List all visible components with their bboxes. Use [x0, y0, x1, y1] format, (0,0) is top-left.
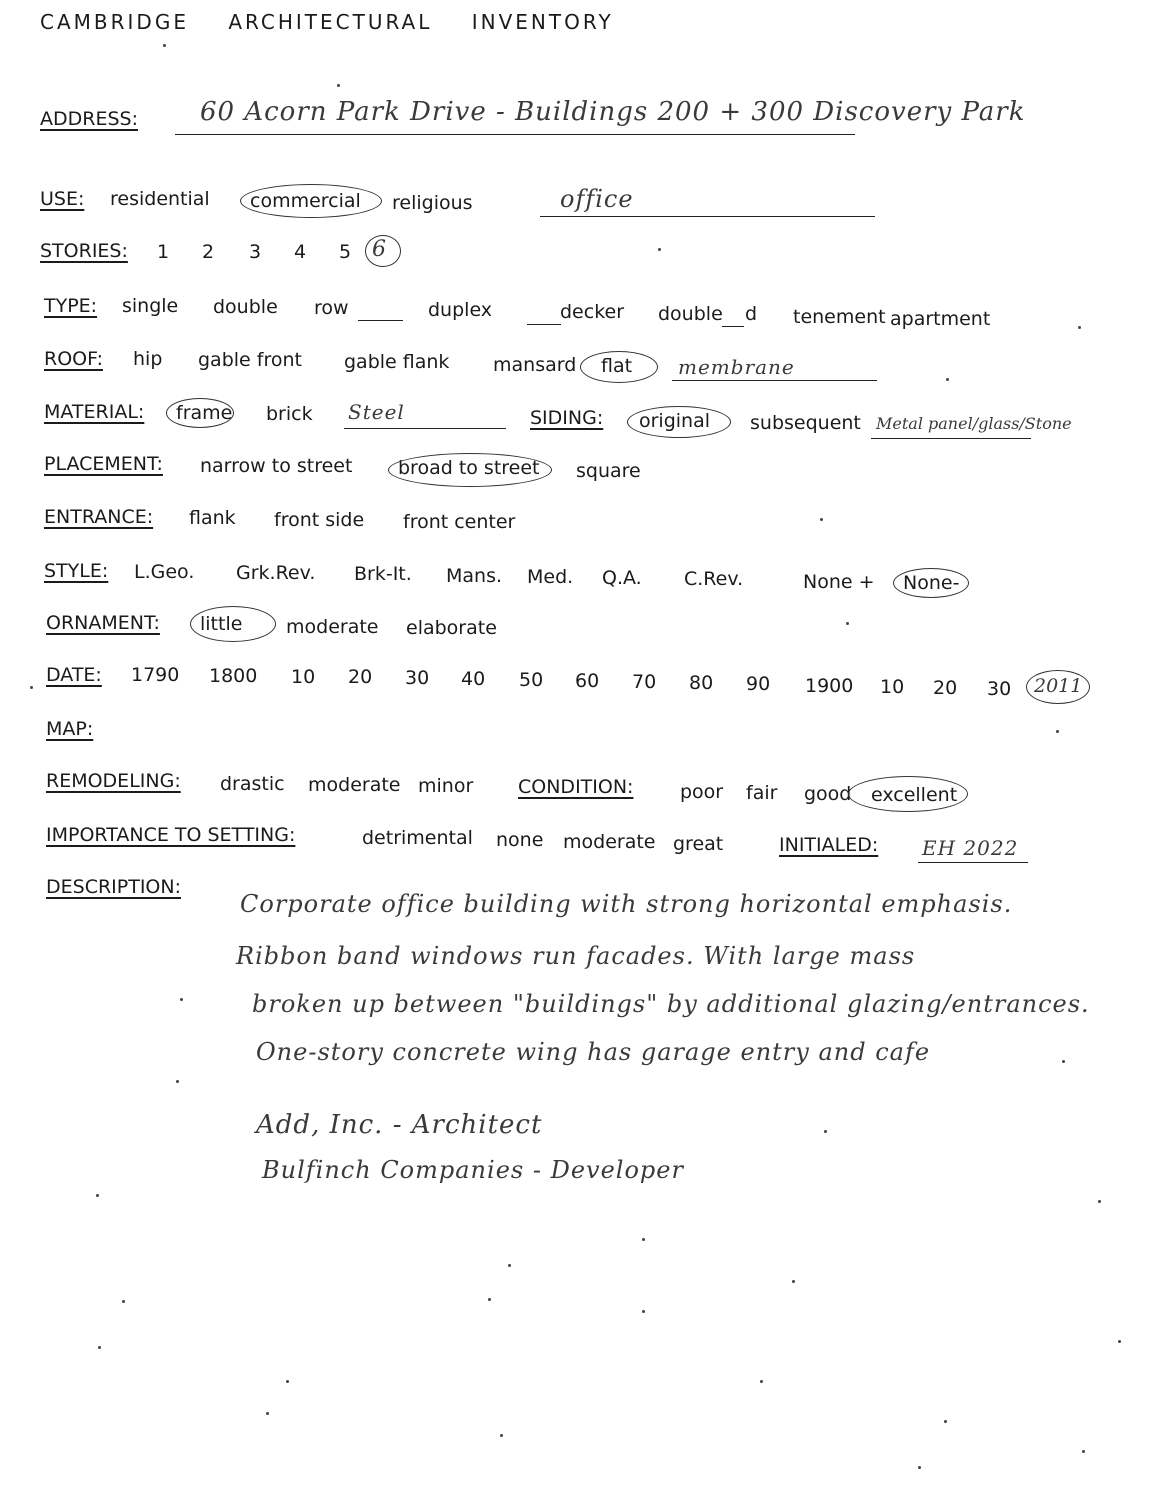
address-value: 60 Acorn Park Drive - Buildings 200 + 300 Discovery Park	[200, 97, 1026, 127]
style-option-med: Med.	[527, 566, 574, 588]
siding-option-original: original	[639, 410, 711, 432]
title-part-1: CAMBRIDGE	[40, 10, 189, 34]
ornament-option-moderate: moderate	[286, 616, 379, 638]
scan-speck	[820, 518, 823, 521]
type-option-d: d	[745, 303, 758, 325]
scan-speck	[1118, 1340, 1121, 1343]
style-option-none-plus: None +	[803, 571, 875, 593]
stories-option-3: 3	[249, 241, 262, 263]
date-option-50: 50	[519, 669, 544, 691]
scan-speck	[846, 622, 849, 625]
scan-speck	[944, 1420, 947, 1423]
date-option-1790: 1790	[131, 664, 180, 686]
initialed-value: EH 2022	[922, 836, 1019, 860]
condition-label: CONDITION:	[518, 776, 634, 798]
importance-option-moderate: moderate	[563, 831, 656, 853]
initialed-underline	[918, 862, 1028, 863]
initialed-label: INITIALED:	[779, 834, 879, 856]
date-option-30: 30	[405, 667, 430, 689]
scan-speck	[824, 1130, 827, 1133]
date-option-1920: 20	[933, 677, 958, 699]
scan-speck	[1056, 730, 1059, 733]
roof-writein-underline	[672, 380, 877, 381]
scan-speck	[946, 378, 949, 381]
style-option-lgeo: L.Geo.	[134, 561, 195, 583]
description-line-2: Ribbon band windows run facades. With large mass	[236, 942, 916, 970]
date-option-1900: 1900	[805, 675, 854, 697]
material-label: MATERIAL:	[44, 401, 145, 423]
stories-selected-circle	[365, 235, 401, 267]
remodeling-option-drastic: drastic	[220, 773, 285, 795]
type-option-decker: decker	[560, 301, 625, 323]
type-option-single: single	[122, 295, 179, 317]
style-option-qa: Q.A.	[602, 567, 642, 589]
date-option-10: 10	[291, 666, 316, 688]
scan-speck	[1078, 326, 1081, 329]
date-option-20: 20	[348, 666, 373, 688]
title-part-3: INVENTORY	[471, 10, 614, 34]
address-underline	[175, 134, 855, 135]
description-line-4: One-story concrete wing has garage entry and cafe	[256, 1038, 931, 1066]
date-selected-circle	[1026, 670, 1090, 704]
type-label: TYPE:	[44, 295, 98, 317]
placement-label: PLACEMENT:	[44, 453, 163, 475]
type-option-duplex: duplex	[428, 299, 493, 321]
importance-option-detrimental: detrimental	[362, 827, 473, 849]
remodeling-label: REMODELING:	[46, 770, 181, 792]
description-line-1: Corporate office building with strong horizontal emphasis.	[240, 890, 1013, 918]
scan-speck	[286, 1380, 289, 1383]
siding-writein-underline	[871, 438, 1031, 439]
description-line-5: Add, Inc. - Architect	[256, 1110, 543, 1140]
ornament-option-elaborate: elaborate	[406, 617, 497, 639]
type-decker-blank	[527, 324, 561, 325]
style-option-crev: C.Rev.	[684, 568, 744, 590]
importance-option-great: great	[673, 833, 724, 855]
stories-option-4: 4	[294, 241, 307, 263]
scan-speck	[642, 1310, 645, 1313]
condition-option-good: good	[804, 783, 852, 805]
scan-speck	[337, 84, 340, 87]
scan-speck	[508, 1264, 511, 1267]
ornament-label: ORNAMENT:	[46, 612, 160, 634]
style-option-mans: Mans.	[446, 565, 503, 587]
date-label: DATE:	[46, 664, 102, 686]
type-row-blank	[358, 320, 403, 321]
scan-speck	[792, 1280, 795, 1283]
form-title	[40, 10, 614, 34]
entrance-option-flank: flank	[189, 507, 236, 529]
entrance-option-front-side: front side	[274, 509, 365, 531]
roof-option-gable-front: gable front	[198, 349, 302, 371]
scan-speck	[760, 1380, 763, 1383]
roof-label: ROOF:	[44, 348, 103, 370]
remodeling-option-moderate: moderate	[308, 774, 401, 796]
type-option-row: row	[314, 297, 349, 319]
condition-option-fair: fair	[746, 782, 778, 804]
scan-speck	[176, 1080, 179, 1083]
roof-selected-circle	[580, 351, 658, 383]
type-option-double-d: double	[658, 303, 723, 325]
scan-speck	[266, 1412, 269, 1415]
ornament-selected-circle	[190, 606, 276, 642]
material-option-frame: frame	[176, 402, 233, 424]
description-label: DESCRIPTION:	[46, 876, 182, 898]
stories-option-5: 5	[339, 241, 352, 263]
material-writein: Steel	[348, 400, 405, 424]
material-option-brick: brick	[266, 403, 313, 425]
stories-option-1: 1	[157, 241, 170, 263]
scan-speck	[918, 1466, 921, 1469]
description-line-3: broken up between "buildings" by additional glazing/entrances.	[252, 990, 1090, 1018]
placement-option-broad: broad to street	[398, 457, 540, 479]
use-option-residential: residential	[110, 188, 210, 210]
scan-speck	[163, 44, 166, 47]
entrance-option-front-center: front center	[403, 511, 516, 533]
type-option-tenement: tenement	[793, 306, 886, 328]
scan-speck	[1082, 1450, 1085, 1453]
style-option-brkit: Brk-It.	[354, 563, 412, 585]
roof-writein: membrane	[678, 355, 795, 379]
condition-option-poor: poor	[680, 781, 724, 803]
scan-speck	[488, 1298, 491, 1301]
description-line-6: Bulfinch Companies - Developer	[262, 1156, 684, 1184]
type-option-double: double	[213, 296, 278, 318]
scan-speck	[1098, 1200, 1101, 1203]
date-option-40: 40	[461, 668, 486, 690]
type-double-d-blank	[722, 326, 744, 327]
scan-speck	[642, 1238, 645, 1241]
scan-speck	[30, 686, 33, 689]
importance-option-none: none	[496, 829, 544, 851]
scan-speck	[98, 1346, 101, 1349]
style-option-grkrev: Grk.Rev.	[236, 562, 316, 584]
scan-speck	[122, 1300, 125, 1303]
date-option-1800: 1800	[209, 665, 258, 687]
siding-selected-circle	[627, 406, 731, 438]
use-option-commercial: commercial	[250, 190, 361, 212]
type-option-apartment: apartment	[890, 308, 991, 330]
roof-option-gable-flank: gable flank	[344, 351, 450, 373]
placement-selected-circle	[388, 453, 552, 487]
stories-option-6: 6	[372, 237, 387, 262]
material-selected-circle	[166, 398, 234, 428]
roof-option-mansard: mansard	[493, 354, 577, 376]
style-option-none-minus: None-	[903, 572, 960, 594]
roof-option-flat: flat	[601, 355, 633, 377]
roof-option-hip: hip	[133, 348, 163, 370]
map-label: MAP:	[46, 718, 94, 740]
title-part-2: ARCHITECTURAL	[228, 10, 433, 34]
placement-option-narrow: narrow to street	[200, 455, 353, 477]
date-option-1910: 10	[880, 676, 905, 698]
date-option-80: 80	[689, 672, 714, 694]
placement-option-square: square	[576, 460, 641, 482]
siding-label: SIDING:	[530, 407, 604, 429]
entrance-label: ENTRANCE:	[44, 506, 154, 528]
stories-option-2: 2	[202, 241, 215, 263]
date-option-70: 70	[632, 671, 657, 693]
date-writein: 2011	[1034, 675, 1083, 697]
siding-option-subsequent: subsequent	[750, 412, 861, 434]
style-label: STYLE:	[44, 560, 109, 582]
use-selected-circle	[240, 184, 382, 218]
ornament-option-little: little	[200, 613, 243, 635]
condition-selected-circle	[848, 776, 968, 812]
address-label: ADDRESS:	[40, 108, 138, 130]
scan-speck	[658, 248, 661, 251]
date-option-1930: 30	[987, 678, 1012, 700]
style-selected-circle	[893, 568, 969, 598]
importance-label: IMPORTANCE TO SETTING:	[46, 824, 296, 846]
siding-writein: Metal panel/glass/Stone	[876, 414, 1072, 433]
date-option-60: 60	[575, 670, 600, 692]
use-option-religious: religious	[392, 192, 473, 214]
scan-speck	[1062, 1060, 1065, 1063]
condition-option-excellent: excellent	[871, 784, 958, 806]
scan-speck	[500, 1434, 503, 1437]
date-option-90: 90	[746, 673, 771, 695]
remodeling-option-minor: minor	[418, 775, 474, 797]
use-writein: office	[560, 185, 634, 213]
stories-label: STORIES:	[40, 240, 128, 262]
scan-speck	[180, 998, 183, 1001]
scan-speck	[96, 1194, 99, 1197]
use-writein-underline	[540, 216, 875, 217]
use-label: USE:	[40, 188, 85, 210]
material-writein-underline	[344, 428, 506, 429]
